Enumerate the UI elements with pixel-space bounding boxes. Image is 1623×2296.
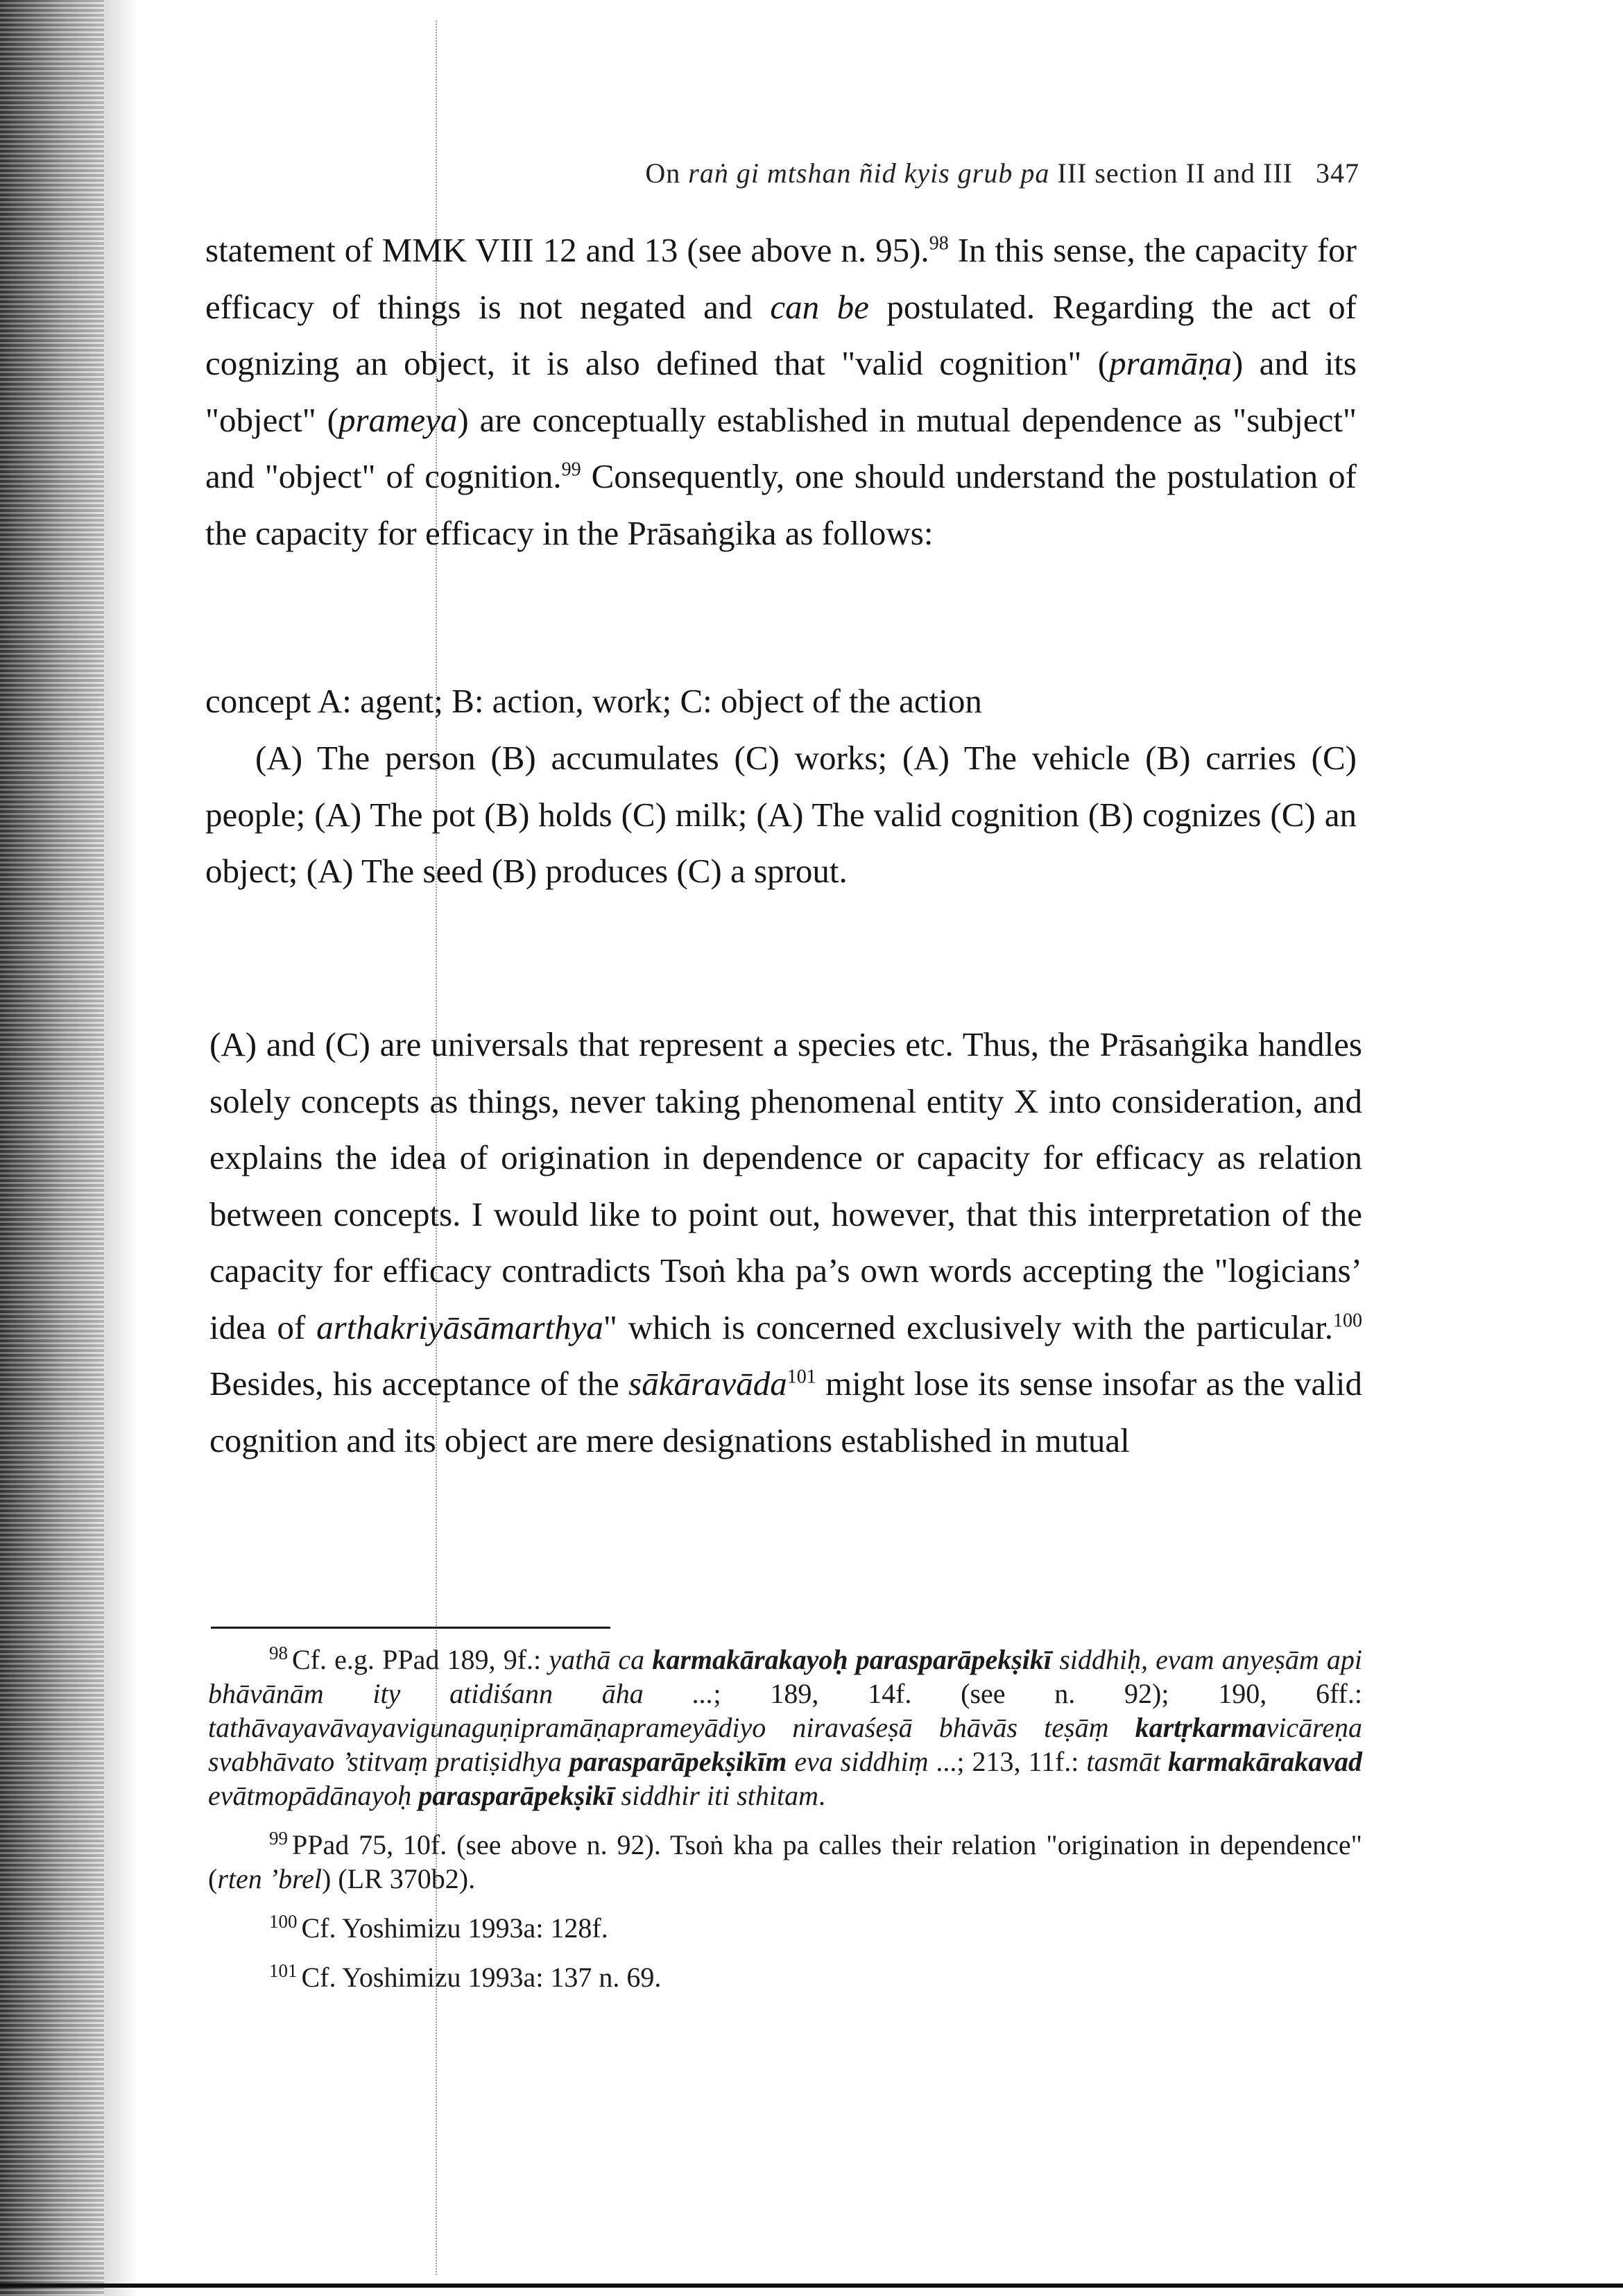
footnote-100 [208, 1911, 1362, 1945]
term-arthakriyasamarthya: arthakriyāsāmarthya [316, 1308, 603, 1346]
text-span: " which is concerned exclusively with the particular. [603, 1308, 1333, 1346]
header-italic-title: raṅ gi mtshan ñid kyis grub pa [688, 157, 1050, 189]
fn-italic: yathā ca [549, 1644, 653, 1675]
fn-text: ; 189, 14f. (see n. 92); 190, 6ff.: [713, 1678, 1362, 1709]
concept-definition [205, 673, 1357, 730]
examples-paragraph [205, 730, 1357, 900]
footnote-ref-98[interactable]: 98 [929, 232, 949, 255]
text-span: (A) and (C) are universals that represent a species etc. Thus, the Prāsaṅgika handles solely concepts as things, never taking phenomenal entity X into consideration, and explains the idea of origination in dependence or capacity for efficacy as relation between concepts. I would like to point out, however, that this interpretation of the capacity for efficacy contradicts Tsoṅ kha pa’s own words accepting the "logicians’ idea of [209, 1025, 1362, 1346]
footnote-101 [208, 1960, 1362, 1994]
fn-italic: rten ’brel [217, 1863, 323, 1894]
concept-line-text: concept A: agent; B: action, work; C: object of the action [205, 682, 982, 720]
fn-italic: tasmāt [1086, 1746, 1169, 1777]
fn-bold-italic: parasparāpekṣikī [418, 1780, 615, 1811]
page-number: 347 [1316, 157, 1359, 189]
fn-italic: evātmopādānayoḥ [208, 1780, 419, 1811]
fn-italic: tathāvayavāvayavigunaguṇipramāṇaprameyādiyo niravaśeṣā bhāvās teṣāṃ [208, 1712, 1135, 1743]
paragraph-1 [205, 222, 1357, 561]
fn-italic: siddhiḥ, evam anyeṣām api bhāvānām ity atidiśann āha ... [208, 1644, 1363, 1709]
footnote-ref-101[interactable]: 101 [787, 1366, 816, 1388]
fn-italic: vicāreṇa svabhāvato ’stitvaṃ pratiṣidhya [208, 1712, 1362, 1777]
fn-text: PPad 75, 10f. (see above n. 92). Tsoṅ kha pa calles their relation "origination in dependence" ( [208, 1829, 1362, 1894]
fn-text: Cf. Yoshimizu 1993a: 128f. [301, 1912, 608, 1944]
header-prefix: On [645, 157, 689, 189]
text-span: postulated. Regarding the act of cognizing an object, it is also defined that "valid cognition" ( [205, 287, 1357, 382]
term-sakaravada: sākāravāda [628, 1364, 787, 1403]
fn-italic: siddhir iti sthitam [614, 1780, 819, 1811]
footnotes [208, 1643, 1362, 2010]
scan-bottom-edge [0, 2284, 1623, 2288]
fn-bold-italic: karmakārakavad [1168, 1746, 1363, 1777]
term-prameya: prameya [338, 400, 458, 439]
text-span: In this sense, the capacity for efficacy of things is not negated and [205, 231, 1357, 326]
footnote-number: 100 [269, 1910, 298, 1932]
fn-text: Cf. e.g. PPad 189, 9f.: [292, 1644, 549, 1675]
footnote-separator [211, 1627, 610, 1629]
scan-edge-texture [0, 0, 104, 2296]
text-span: Besides, his acceptance of the [209, 1364, 629, 1403]
fn-text: ) (LR 370b2). [322, 1863, 476, 1894]
footnote-99 [208, 1828, 1362, 1896]
fn-bold-italic: kartṛkarma [1135, 1712, 1266, 1743]
text-span: statement of MMK VIII 12 and 13 (see above n. 95). [205, 231, 929, 269]
examples-text: (A) The person (B) accumulates (C) works; (A) The vehicle (B) carries (C) people; (A) The pot (B) holds (C) milk; (A) The valid cognition (B) cognizes (C) an object; (A) The seed (B) produces (C) a sprout. [205, 739, 1357, 890]
text-span: might lose its sense insofar as the valid cognition and its object are mere designations established in mutual [209, 1364, 1362, 1459]
footnote-98 [208, 1643, 1362, 1813]
italic-span: can be [770, 287, 869, 326]
text-span: ) and its "object" ( [205, 344, 1357, 439]
fn-text: Cf. Yoshimizu 1993a: 137 n. 69. [301, 1962, 662, 1993]
paragraph-2 [209, 1016, 1362, 1468]
footnote-ref-100[interactable]: 100 [1333, 1310, 1362, 1332]
fn-bold-italic: parasparāpekṣikīm [569, 1746, 787, 1777]
fn-bold-italic: karmakārakayoḥ parasparāpekṣikī [652, 1644, 1052, 1675]
fn-italic: eva siddhiṃ [787, 1746, 929, 1777]
fn-text: . [818, 1780, 826, 1811]
footnote-ref-99[interactable]: 99 [561, 459, 581, 481]
footnote-number: 99 [269, 1827, 288, 1849]
footnote-number: 98 [269, 1642, 288, 1663]
running-header [208, 157, 1359, 189]
fn-text: ...; 213, 11f.: [928, 1746, 1087, 1777]
footnote-number: 101 [269, 1960, 298, 1981]
header-suffix: III section II and III [1049, 157, 1293, 189]
text-span: ) are conceptually established in mutual dependence as "subject" and "object" of cognition. [205, 400, 1357, 495]
term-pramana: pramāṇa [1109, 344, 1233, 382]
text-span: Consequently, one should understand the postulation of the capacity for efficacy in the Prāsaṅgika as follows: [205, 457, 1357, 552]
